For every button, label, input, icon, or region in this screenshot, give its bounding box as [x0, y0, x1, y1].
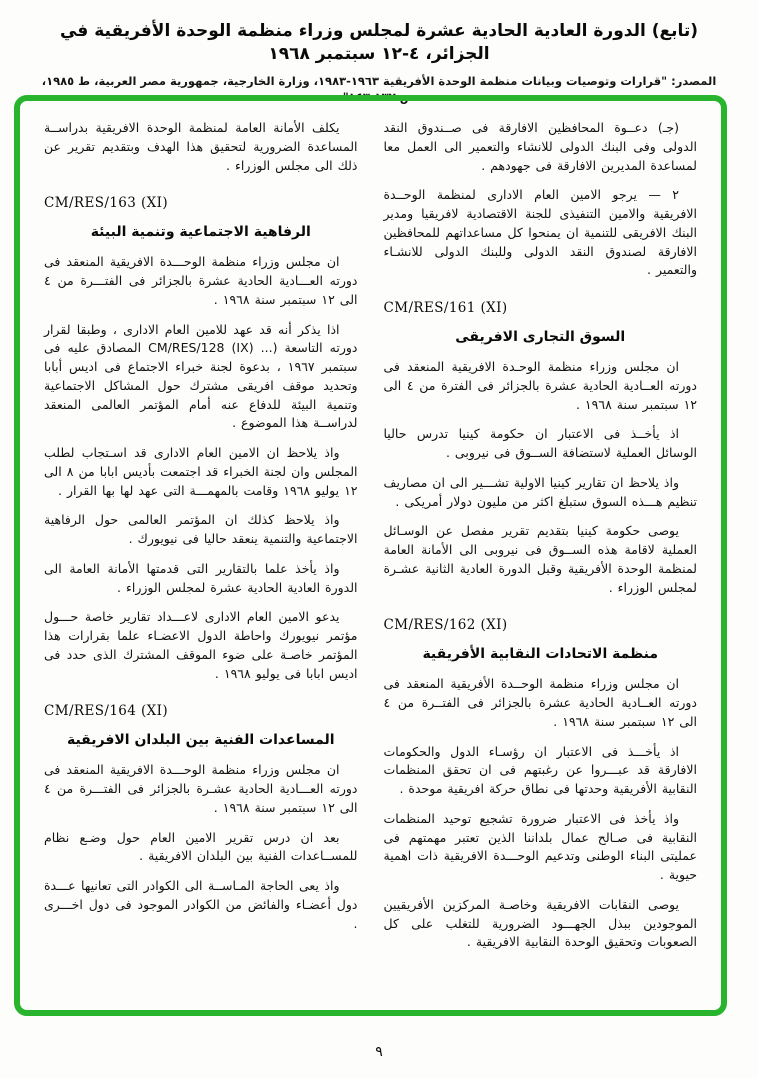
paragraph: واذ يعى الحاجة المـاســة الى الكوادر التى تعانيها عـــدة دول أعضـاء والفائض من الكوادر الموجود فى دول اخـــرى .	[44, 878, 358, 931]
two-column-layout	[44, 119, 697, 1000]
section-heading: السوق التجارى الافريقى	[455, 329, 626, 345]
page-number: ٩	[375, 1044, 383, 1060]
paragraph: واذ يلاحظ ان الامين العام الادارى قد اسـتجاب لطلب المجلس وان لجنة الخبراء قد اجتمعت بأديس ابابا من ٨ الى ١٢ يوليو ١٩٦٨ وقامت بالمهمـــة التى عهد لها بها القرار .	[44, 445, 358, 498]
paragraph: يوصى حكومة كينيا بتقديم تقرير مفصل عن الوسـائل العملية لاقامة هذه الســوق فى نيروبى الى الأمانة العامة لمنظمة الوحدة الأفريقية وقبل الدورة العادية الثانية عشـرة لمجلس الوزراء .	[383, 523, 697, 595]
paragraph: ان مجلس وزراء منظمة الوحــدة الأفريقية المنعقد فى دورته العــادية الحادية عشرة بالجزائر فى الفتــرة من ٤ الى ١٢ سبتمبر سنة ١٩٦٨ .	[383, 676, 697, 729]
paragraph: واذ يلاحظ ان تقارير كينيا الاولية تشـــير الى ان مصاريف تنظيم هـــذه السوق ستبلغ اكثر من مليون دولار أمريكى .	[383, 474, 697, 509]
section-heading: المساعدات الفنية بين البلدان الافريقية	[66, 732, 335, 749]
paragraph: واذ يأخذ فى الاعتبار ضرورة تشجيع توحيد المنظمات النقابية فى صـالح عمال بلداننا الذين تعتبر مهمتهم فى عمليتى البناء الوطنى وتدعيم الوحـــدة الافريقية ذات اهمية حيوية .	[383, 810, 697, 882]
column-right	[384, 119, 698, 1000]
column-left	[44, 119, 358, 1000]
paragraph: يوصى النقابات الافريقية وخاصـة المركزين الأفريقيين الموجودين ببذل الجهـــود الضرورية للتغلب على كل الصعوبات وتحقيق الوحدة النقابية الافريقية .	[383, 896, 697, 950]
source-citation: المصدر: "قرارات وتوصيات وبيانات منظمة الوحدة الأفريقية ١٩٦٣-١٩٨٣، وزارة الخارجية، جمهورية مصر العربية، ط ١٩٨٥، ص ١٣٢-١٤٣"	[41, 73, 717, 104]
paragraph: اذ يأخـــذ فى الاعتبار ان رؤسـاء الدول والحكومات الافارقة قد عبـــروا عن رغبتهم فى ان تحقق المنظمات النقابية الأفريقية وحدتها فى نطاق حركة افريقية موحدة .	[383, 743, 697, 796]
resolution-code: CM/RES/161 (XI)	[383, 300, 508, 316]
paragraph: بعد ان درس تقرير الامين العام حول وضـع نظام للمســاعدات الفنية بين البلدان الافريقية .	[44, 829, 358, 864]
section-heading: الرفاهية الاجتماعية وتنمية البيئة	[90, 224, 311, 241]
paragraph: اذا يذكر أنه قد عهد للامين العام الادارى ، وطبقا لقرار دورته التاسعة (... (CM/RES/128 (IX المصادق عليه فى سبتمبر ١٩٦٧ ، بدعوة لجنة خبراء الاجتماع فى اديس أبابا وتحديد موقف افريقى مشترك حول المشاكل الاجتماعية وتنمية البيئة للدفاع عنه أمام المؤتمر العالمى المنعقد لدراســة هذا الموضوع .	[44, 321, 358, 431]
section-heading: منظمة الاتحادات النقابية الأفريقية	[422, 646, 659, 663]
paragraph: ٢ — يرجو الامين العام الادارى لمنظمة الوحــدة الافريقية والامين التنفيذى للجنة الاقتصادية لافريقيا ومدير البنك الافريقى للتنمية ان يمنحوا كل مساعداتهم للمحافظين الافارقة لصندوق النقد الدولى وللبنك الدولى للانشـاء والتعمير .	[383, 187, 697, 278]
paragraph: (جـ) دعــوة المحافظين الافارقة فى صــندوق النقد الدولى وفى البنك الدولى للانشاء والتعمير الى العمل معا لمساعدة المديرين الافارقة فى جهودهم .	[383, 120, 697, 173]
resolution-code: CM/RES/162 (XI)	[383, 617, 508, 634]
paragraph: ان مجلس وزراء منظمة الوحـدة الافريقية المنعقد فى دورته العــادية الحادية عشرة بالجزائر فى الفترة من ٤ الى ١٢ سبتمبر سنة ١٩٦٨ .	[383, 359, 697, 412]
paragraph: اذ يأخــذ فى الاعتبار ان حكومة كينيا تدرس حاليا الوسائل العملية لاستضافة الســوق فى نيروبى .	[383, 426, 697, 460]
paragraph: يدعو الامين العام الادارى لاعـــداد تقارير خاصة حـــول مؤتمر نيويورك واحاطة الدول الاعضـاء علما بقرارات هذا المؤتمر خاصـة على ضوء الموقف المشترك الذى حدد فى اديس ابابا فى يوليو ١٩٦٨ .	[44, 609, 358, 681]
paragraph: ان مجلس وزراء منظمة الوحـــدة الافريقية المنعقد فى دورته العـــادية الحادية عشرة بالجزائر فى الفتـــرة من ٤ الى ١٢ سبتمبر سنة ١٩٦٨ .	[44, 254, 358, 307]
resolution-code: CM/RES/164 (XI)	[44, 703, 169, 720]
paragraph: ان مجلس وزراء منظمة الوحـــدة الافريقية المنعقد فى دورته العـــادية الحادية عشـرة بالجزائر فى الفتـــرة من ٤ الى ١٢ سبتمبر سنة ١٩٦٨ .	[44, 762, 358, 815]
resolution-code: CM/RES/163 (XI)	[44, 195, 169, 212]
page-title: (تابع) الدورة العادية الحادية عشرة لمجلس وزراء منظمة الوحدة الأفريقية في الجزائر، ٤-١٢ سبتمبر ١٩٦٨	[59, 21, 699, 64]
document-header	[0, 20, 758, 105]
paragraph: يكلف الأمانة العامة لمنظمة الوحدة الافريقية بدراســة المساعدة الضرورية لتحقيق هذا الهدف وبتقديم تقرير عن ذلك الى مجلس الوزراء .	[44, 120, 358, 173]
content-border-frame	[14, 95, 727, 1016]
paragraph: واذ يأخذ علما بالتقارير التى قدمتها الأمانة العامة الى الدورة العادية الحادية عشرة لمجلس الوزراء .	[44, 560, 358, 595]
document-body	[20, 101, 721, 1010]
paragraph: واذ يلاحظ كذلك ان المؤتمر العالمى حول الرفاهية الاجتماعية والتنمية ينعقد حاليا فى نيويورك .	[44, 512, 358, 546]
